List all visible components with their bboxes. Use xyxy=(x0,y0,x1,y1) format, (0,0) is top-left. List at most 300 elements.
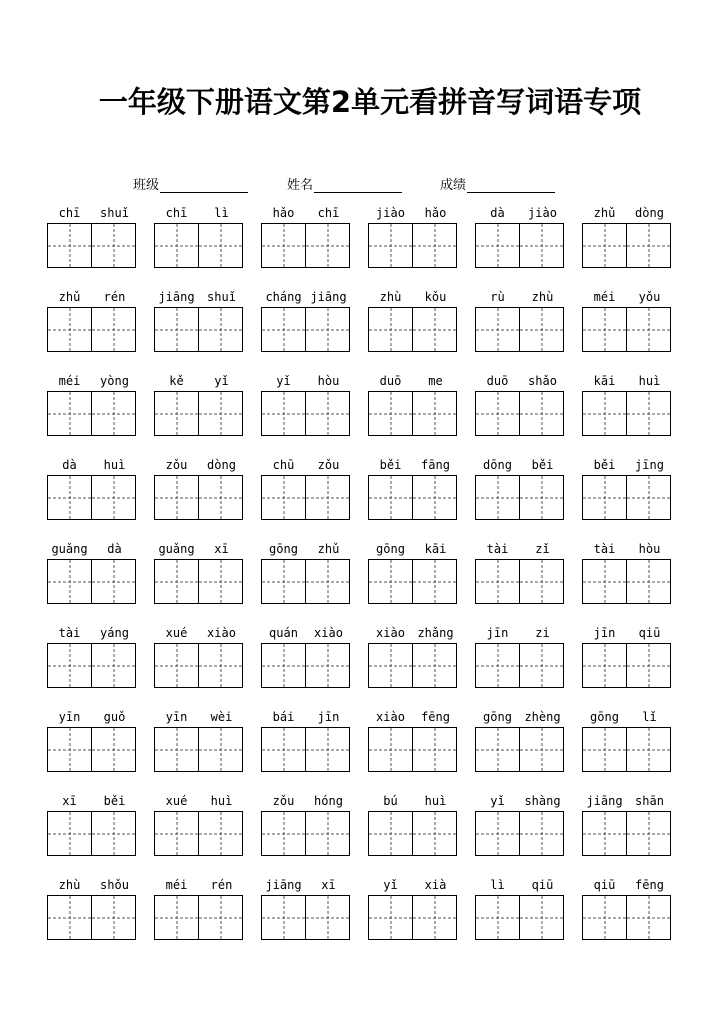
writing-box[interactable] xyxy=(475,391,520,436)
writing-box[interactable] xyxy=(261,307,306,352)
pinyin-syllable: fāng xyxy=(421,458,450,472)
pinyin-row xyxy=(154,624,245,642)
writing-box[interactable] xyxy=(412,559,457,604)
writing-boxes xyxy=(582,223,671,268)
writing-box[interactable] xyxy=(626,727,671,772)
pinyin-syllable: shuǐ xyxy=(207,290,236,304)
pinyin-row xyxy=(154,792,245,810)
writing-box[interactable] xyxy=(368,307,413,352)
pinyin-syllable: guǎng xyxy=(51,542,88,556)
writing-boxes xyxy=(368,391,457,436)
writing-box[interactable] xyxy=(412,811,457,856)
writing-box[interactable] xyxy=(261,643,306,688)
pinyin-row xyxy=(582,288,673,306)
writing-box[interactable] xyxy=(305,391,350,436)
pinyin-syllable: rén xyxy=(210,878,233,892)
writing-box[interactable] xyxy=(91,895,136,940)
writing-boxes xyxy=(368,223,457,268)
writing-box[interactable] xyxy=(305,643,350,688)
writing-box[interactable] xyxy=(412,643,457,688)
writing-box[interactable] xyxy=(582,811,627,856)
pinyin-row xyxy=(154,708,245,726)
score-blank[interactable] xyxy=(467,178,555,193)
pinyin-syllable: shuǐ xyxy=(100,206,129,220)
pinyin-syllable: cháng xyxy=(265,290,302,304)
word-item xyxy=(368,624,459,708)
writing-box[interactable] xyxy=(582,307,627,352)
writing-box[interactable] xyxy=(582,643,627,688)
pinyin-syllable: lì xyxy=(214,206,229,220)
writing-box[interactable] xyxy=(368,643,413,688)
writing-box[interactable] xyxy=(519,391,564,436)
word-item xyxy=(475,204,566,288)
writing-box[interactable] xyxy=(47,727,92,772)
writing-boxes xyxy=(475,727,564,772)
writing-box[interactable] xyxy=(519,559,564,604)
pinyin-syllable: rén xyxy=(103,290,126,304)
writing-box[interactable] xyxy=(626,559,671,604)
writing-box[interactable] xyxy=(475,307,520,352)
pinyin-syllable: běi xyxy=(379,458,402,472)
writing-box[interactable] xyxy=(368,223,413,268)
pinyin-syllable: hóng xyxy=(314,794,343,808)
writing-box[interactable] xyxy=(47,559,92,604)
word-item xyxy=(368,204,459,288)
pinyin-syllable: jiāng xyxy=(265,878,302,892)
writing-box[interactable] xyxy=(475,223,520,268)
writing-box[interactable] xyxy=(475,559,520,604)
pinyin-syllable: hǎo xyxy=(424,206,447,220)
writing-box[interactable] xyxy=(261,391,306,436)
pinyin-row xyxy=(261,624,352,642)
pinyin-syllable: xiào xyxy=(376,626,405,640)
pinyin-syllable: yīn xyxy=(165,710,188,724)
writing-box[interactable] xyxy=(582,223,627,268)
pinyin-syllable: xiào xyxy=(314,626,343,640)
writing-box[interactable] xyxy=(519,895,564,940)
writing-box[interactable] xyxy=(305,223,350,268)
writing-box[interactable] xyxy=(198,895,243,940)
pinyin-row xyxy=(475,624,566,642)
pinyin-syllable: kāi xyxy=(593,374,616,388)
writing-box[interactable] xyxy=(91,811,136,856)
pinyin-syllable: zhǎng xyxy=(417,626,454,640)
pinyin-row xyxy=(582,204,673,222)
writing-box[interactable] xyxy=(91,391,136,436)
pinyin-syllable: qiū xyxy=(593,878,616,892)
writing-box[interactable] xyxy=(626,223,671,268)
pinyin-syllable: qiū xyxy=(638,626,661,640)
writing-box[interactable] xyxy=(582,559,627,604)
name-label: 姓名 xyxy=(287,178,314,193)
pinyin-row xyxy=(261,540,352,558)
pinyin-row xyxy=(47,624,138,642)
word-item xyxy=(582,204,673,288)
pinyin-syllable: chū xyxy=(272,458,295,472)
class-field[interactable] xyxy=(133,174,248,193)
pinyin-syllable: dà xyxy=(490,206,505,220)
writing-boxes xyxy=(582,643,671,688)
writing-box[interactable] xyxy=(154,727,199,772)
writing-box[interactable] xyxy=(261,559,306,604)
pinyin-syllable: yǐ xyxy=(383,878,398,892)
writing-box[interactable] xyxy=(626,811,671,856)
page-title: 一年级下册语文第2单元看拼音写词语专项 xyxy=(98,85,642,119)
writing-box[interactable] xyxy=(305,727,350,772)
writing-box[interactable] xyxy=(475,475,520,520)
writing-box[interactable] xyxy=(412,895,457,940)
pinyin-row xyxy=(47,456,138,474)
pinyin-row xyxy=(154,372,245,390)
word-item xyxy=(154,708,245,792)
writing-box[interactable] xyxy=(47,307,92,352)
writing-box[interactable] xyxy=(91,475,136,520)
word-item xyxy=(154,624,245,708)
writing-boxes xyxy=(368,727,457,772)
pinyin-syllable: yǐ xyxy=(490,794,505,808)
writing-boxes xyxy=(47,223,136,268)
writing-box[interactable] xyxy=(582,475,627,520)
pinyin-row xyxy=(47,876,138,894)
pinyin-syllable: guǎng xyxy=(158,542,195,556)
writing-box[interactable] xyxy=(91,643,136,688)
writing-box[interactable] xyxy=(368,895,413,940)
writing-box[interactable] xyxy=(154,475,199,520)
writing-box[interactable] xyxy=(261,475,306,520)
writing-box[interactable] xyxy=(261,895,306,940)
writing-box[interactable] xyxy=(154,559,199,604)
pinyin-syllable: méi xyxy=(593,290,616,304)
writing-box[interactable] xyxy=(626,895,671,940)
word-item xyxy=(368,456,459,540)
writing-box[interactable] xyxy=(626,475,671,520)
writing-box[interactable] xyxy=(582,391,627,436)
pinyin-syllable: huì xyxy=(424,794,447,808)
word-item xyxy=(154,540,245,624)
pinyin-row xyxy=(47,372,138,390)
pinyin-syllable: huì xyxy=(210,794,233,808)
writing-box[interactable] xyxy=(154,223,199,268)
pinyin-syllable: jīn xyxy=(486,626,509,640)
pinyin-row xyxy=(368,372,459,390)
pinyin-row xyxy=(475,288,566,306)
writing-boxes xyxy=(368,559,457,604)
name-field[interactable] xyxy=(287,174,402,193)
word-grid xyxy=(47,204,673,960)
writing-box[interactable] xyxy=(368,391,413,436)
pinyin-syllable: chī xyxy=(58,206,81,220)
pinyin-syllable: duō xyxy=(486,374,509,388)
writing-box[interactable] xyxy=(626,307,671,352)
word-item xyxy=(261,876,352,960)
pinyin-syllable: jīn xyxy=(593,626,616,640)
pinyin-syllable: wèi xyxy=(210,710,233,724)
pinyin-row xyxy=(261,792,352,810)
pinyin-syllable: xiào xyxy=(207,626,236,640)
pinyin-syllable: zǒu xyxy=(317,458,340,472)
writing-box[interactable] xyxy=(368,727,413,772)
writing-box[interactable] xyxy=(198,559,243,604)
writing-box[interactable] xyxy=(412,223,457,268)
pinyin-syllable: guǒ xyxy=(103,710,126,724)
writing-boxes xyxy=(261,307,350,352)
pinyin-syllable: qiū xyxy=(531,878,554,892)
word-item xyxy=(261,540,352,624)
writing-box[interactable] xyxy=(519,727,564,772)
writing-box[interactable] xyxy=(91,223,136,268)
writing-box[interactable] xyxy=(47,643,92,688)
word-item xyxy=(582,792,673,876)
writing-box[interactable] xyxy=(47,895,92,940)
writing-box[interactable] xyxy=(154,811,199,856)
writing-boxes xyxy=(582,727,671,772)
pinyin-syllable: zǒu xyxy=(272,794,295,808)
writing-boxes xyxy=(47,811,136,856)
writing-box[interactable] xyxy=(305,811,350,856)
pinyin-syllable: gōng xyxy=(483,710,512,724)
writing-boxes xyxy=(475,475,564,520)
writing-box[interactable] xyxy=(519,307,564,352)
writing-box[interactable] xyxy=(154,391,199,436)
score-field[interactable] xyxy=(440,174,555,193)
pinyin-syllable: hǎo xyxy=(272,206,295,220)
word-item xyxy=(368,708,459,792)
pinyin-row xyxy=(368,708,459,726)
pinyin-syllable: jiāng xyxy=(158,290,195,304)
writing-box[interactable] xyxy=(154,643,199,688)
pinyin-syllable: bái xyxy=(272,710,295,724)
writing-box[interactable] xyxy=(305,895,350,940)
writing-boxes xyxy=(261,895,350,940)
pinyin-row xyxy=(47,204,138,222)
writing-box[interactable] xyxy=(626,643,671,688)
writing-box[interactable] xyxy=(261,811,306,856)
writing-box[interactable] xyxy=(412,475,457,520)
word-item xyxy=(368,372,459,456)
pinyin-syllable: shàng xyxy=(524,794,561,808)
writing-boxes xyxy=(47,727,136,772)
writing-box[interactable] xyxy=(305,475,350,520)
word-item xyxy=(582,456,673,540)
pinyin-syllable: shǒu xyxy=(100,878,129,892)
pinyin-row xyxy=(261,708,352,726)
pinyin-syllable: shǎo xyxy=(528,374,557,388)
pinyin-syllable: zǒu xyxy=(165,458,188,472)
pinyin-syllable: kǒu xyxy=(424,290,447,304)
writing-boxes xyxy=(475,811,564,856)
writing-box[interactable] xyxy=(198,643,243,688)
writing-box[interactable] xyxy=(475,895,520,940)
pinyin-row xyxy=(368,624,459,642)
writing-box[interactable] xyxy=(47,223,92,268)
writing-box[interactable] xyxy=(261,727,306,772)
score-label: 成绩 xyxy=(440,178,467,193)
pinyin-row xyxy=(582,792,673,810)
writing-box[interactable] xyxy=(412,727,457,772)
pinyin-syllable: tài xyxy=(593,542,616,556)
word-item xyxy=(47,876,138,960)
word-item xyxy=(582,288,673,372)
pinyin-syllable: dà xyxy=(62,458,77,472)
pinyin-syllable: zǐ xyxy=(535,542,550,556)
pinyin-syllable: duō xyxy=(379,374,402,388)
writing-boxes xyxy=(582,307,671,352)
pinyin-syllable: bú xyxy=(383,794,398,808)
word-item xyxy=(368,288,459,372)
word-item xyxy=(154,456,245,540)
pinyin-syllable: kě xyxy=(169,374,184,388)
word-item xyxy=(47,204,138,288)
word-item xyxy=(475,288,566,372)
pinyin-row xyxy=(368,876,459,894)
writing-boxes xyxy=(154,811,243,856)
writing-box[interactable] xyxy=(198,307,243,352)
writing-boxes xyxy=(582,559,671,604)
writing-box[interactable] xyxy=(519,811,564,856)
writing-box[interactable] xyxy=(47,475,92,520)
writing-box[interactable] xyxy=(198,475,243,520)
pinyin-syllable: jiāng xyxy=(586,794,623,808)
pinyin-row xyxy=(582,456,673,474)
writing-box[interactable] xyxy=(368,475,413,520)
writing-box[interactable] xyxy=(198,727,243,772)
writing-box[interactable] xyxy=(475,643,520,688)
writing-box[interactable] xyxy=(154,307,199,352)
word-item xyxy=(261,372,352,456)
pinyin-syllable: xī xyxy=(214,542,229,556)
writing-box[interactable] xyxy=(412,391,457,436)
pinyin-row xyxy=(368,288,459,306)
writing-box[interactable] xyxy=(261,223,306,268)
pinyin-syllable: yīn xyxy=(58,710,81,724)
writing-box[interactable] xyxy=(47,391,92,436)
word-item xyxy=(368,792,459,876)
pinyin-row xyxy=(475,792,566,810)
pinyin-syllable: hòu xyxy=(638,542,661,556)
pinyin-syllable: gōng xyxy=(590,710,619,724)
writing-boxes xyxy=(154,307,243,352)
writing-boxes xyxy=(261,559,350,604)
writing-box[interactable] xyxy=(475,727,520,772)
pinyin-syllable: jīn xyxy=(317,710,340,724)
pinyin-syllable: zi xyxy=(535,626,550,640)
pinyin-row xyxy=(261,372,352,390)
writing-boxes xyxy=(154,475,243,520)
writing-box[interactable] xyxy=(412,307,457,352)
writing-boxes xyxy=(47,475,136,520)
pinyin-syllable: huì xyxy=(638,374,661,388)
writing-box[interactable] xyxy=(519,475,564,520)
writing-box[interactable] xyxy=(198,391,243,436)
pinyin-syllable: běi xyxy=(531,458,554,472)
pinyin-row xyxy=(475,540,566,558)
pinyin-row xyxy=(368,540,459,558)
writing-boxes xyxy=(154,223,243,268)
writing-box[interactable] xyxy=(91,727,136,772)
class-blank[interactable] xyxy=(160,178,248,193)
pinyin-syllable: zhù xyxy=(58,878,81,892)
writing-box[interactable] xyxy=(305,307,350,352)
pinyin-syllable: méi xyxy=(165,878,188,892)
writing-box[interactable] xyxy=(475,811,520,856)
word-item xyxy=(47,372,138,456)
writing-boxes xyxy=(154,391,243,436)
writing-box[interactable] xyxy=(305,559,350,604)
pinyin-syllable: jīng xyxy=(635,458,664,472)
writing-boxes xyxy=(261,811,350,856)
pinyin-syllable: kāi xyxy=(424,542,447,556)
pinyin-syllable: dòng xyxy=(635,206,664,220)
writing-box[interactable] xyxy=(626,391,671,436)
pinyin-row xyxy=(475,372,566,390)
writing-box[interactable] xyxy=(91,307,136,352)
pinyin-row xyxy=(154,456,245,474)
pinyin-syllable: běi xyxy=(103,794,126,808)
pinyin-row xyxy=(582,624,673,642)
writing-box[interactable] xyxy=(582,895,627,940)
writing-box[interactable] xyxy=(91,559,136,604)
writing-box[interactable] xyxy=(519,223,564,268)
word-item xyxy=(368,540,459,624)
writing-boxes xyxy=(368,475,457,520)
writing-boxes xyxy=(47,895,136,940)
writing-boxes xyxy=(261,391,350,436)
name-blank[interactable] xyxy=(314,178,402,193)
pinyin-row xyxy=(475,204,566,222)
pinyin-row xyxy=(475,456,566,474)
pinyin-row xyxy=(154,540,245,558)
word-item xyxy=(475,372,566,456)
writing-boxes xyxy=(368,811,457,856)
writing-box[interactable] xyxy=(198,811,243,856)
pinyin-row xyxy=(261,288,352,306)
class-label: 班级 xyxy=(133,178,160,193)
word-item xyxy=(47,708,138,792)
writing-box[interactable] xyxy=(47,811,92,856)
pinyin-syllable: xué xyxy=(165,626,188,640)
word-item xyxy=(47,288,138,372)
word-item xyxy=(582,540,673,624)
writing-boxes xyxy=(47,391,136,436)
pinyin-syllable: méi xyxy=(58,374,81,388)
writing-box[interactable] xyxy=(582,727,627,772)
writing-box[interactable] xyxy=(198,223,243,268)
pinyin-syllable: yòng xyxy=(100,374,129,388)
writing-boxes xyxy=(261,643,350,688)
writing-boxes xyxy=(475,895,564,940)
writing-box[interactable] xyxy=(519,643,564,688)
writing-box[interactable] xyxy=(368,559,413,604)
pinyin-syllable: gōng xyxy=(376,542,405,556)
pinyin-syllable: lì xyxy=(490,878,505,892)
word-item xyxy=(261,708,352,792)
writing-boxes xyxy=(154,643,243,688)
word-item xyxy=(47,540,138,624)
writing-boxes xyxy=(582,391,671,436)
writing-box[interactable] xyxy=(368,811,413,856)
pinyin-row xyxy=(47,792,138,810)
word-item xyxy=(368,876,459,960)
writing-boxes xyxy=(261,475,350,520)
pinyin-syllable: chī xyxy=(165,206,188,220)
pinyin-syllable: fēng xyxy=(635,878,664,892)
writing-boxes xyxy=(47,307,136,352)
writing-box[interactable] xyxy=(154,895,199,940)
word-item xyxy=(154,372,245,456)
pinyin-syllable: lǐ xyxy=(642,710,657,724)
pinyin-syllable: dà xyxy=(107,542,122,556)
pinyin-row xyxy=(582,708,673,726)
